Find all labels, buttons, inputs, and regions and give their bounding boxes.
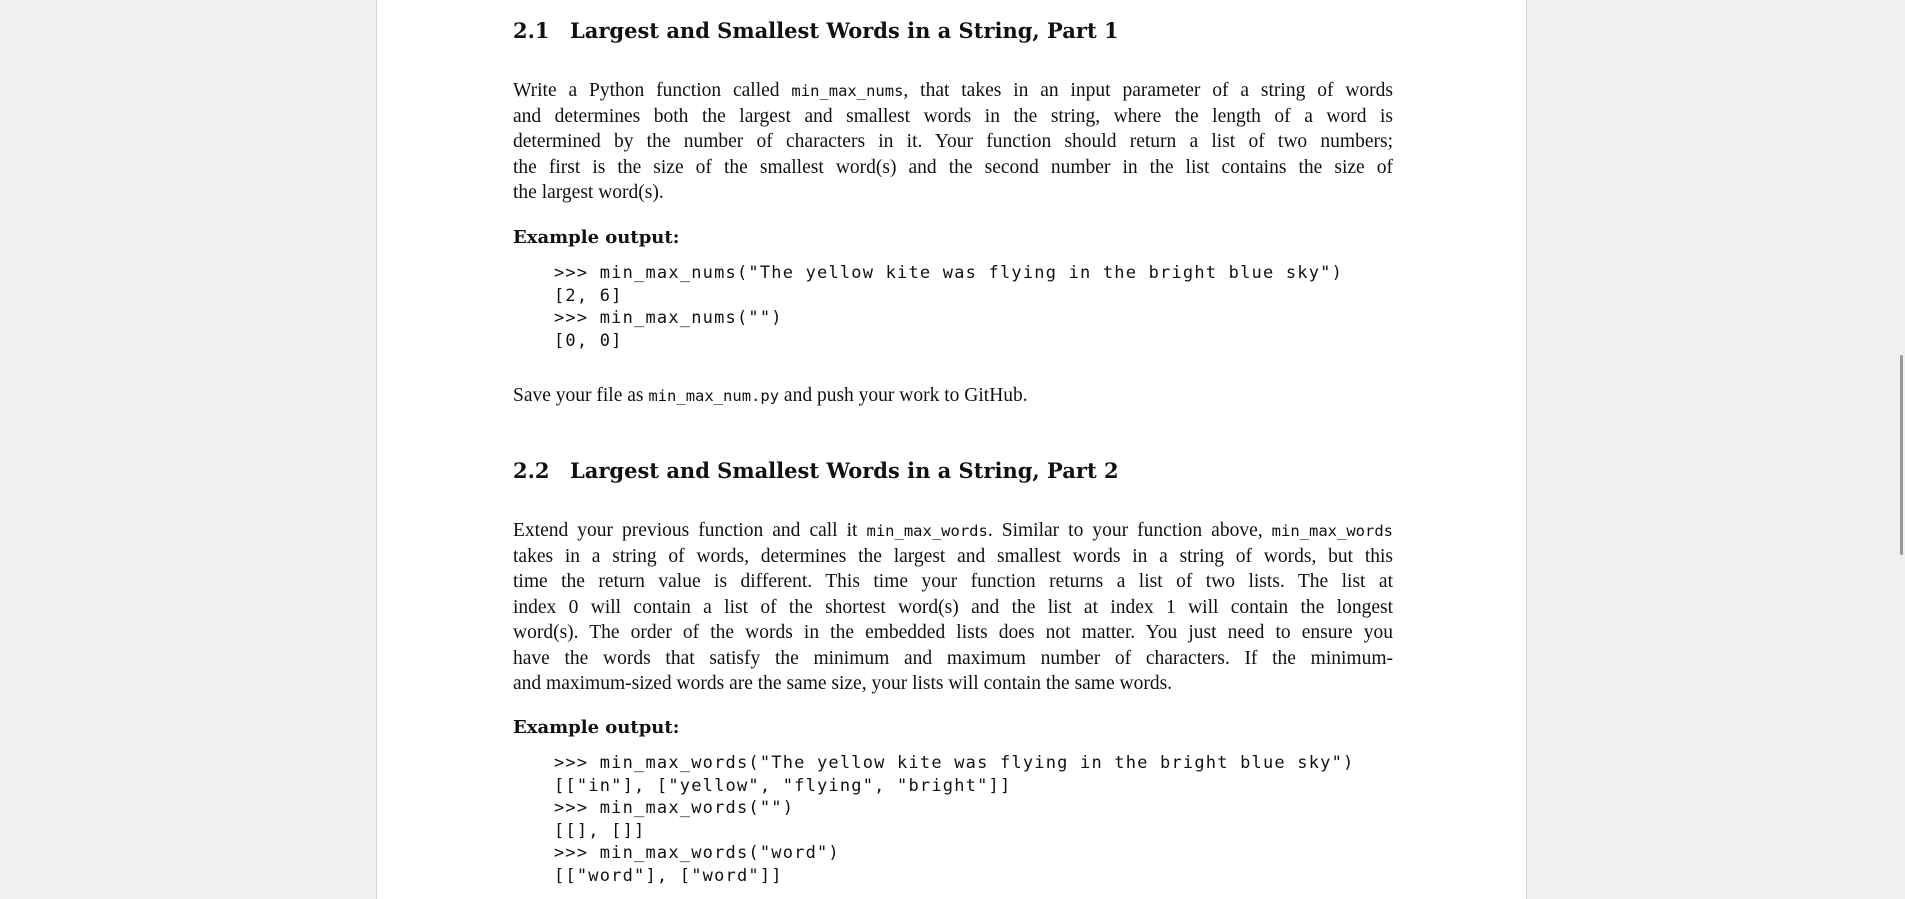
text-segment: index 0 will contain a list of the shortest word(s) and the list at index 1 will contain the longest (513, 596, 1393, 618)
paragraph-line (513, 620, 1393, 646)
text-segment: time the return value is different. This time your function returns a list of two lists. The list at (513, 571, 1393, 592)
code-line: [["in"], ["yellow", "flying", "bright"]] (554, 775, 1012, 796)
code-line: [["word"], ["word"]] (554, 865, 783, 886)
text-segment: and determines both the largest and smallest words in the string, where the length of a word is (513, 105, 1393, 127)
save-instructions (513, 383, 1028, 409)
code-line: [[], []] (554, 820, 646, 841)
code-line: >>> min_max_words("") (554, 798, 795, 818)
text-segment: have the words that satisfy the minimum and maximum number of characters. If the minimum- (513, 647, 1393, 669)
section-2-2-paragraph (513, 518, 1393, 697)
save-text-after: and push your work to GitHub. (779, 385, 1028, 406)
scrollbar-thumb[interactable] (1900, 355, 1903, 555)
paragraph-line (513, 595, 1393, 621)
section-title-text: Largest and Smallest Words in a String, Part 2 (570, 458, 1119, 483)
paragraph-line (513, 569, 1393, 595)
code-line: >>> min_max_words("word") (554, 843, 840, 863)
text-segment: , that takes in an input parameter of a string of words (903, 80, 1393, 101)
text-segment: word(s). The order of the words in the embedded lists does not matter. You just need to ensure you (513, 622, 1393, 643)
paragraph-line (513, 78, 1393, 104)
section-number: 2.2 (513, 458, 550, 483)
text-segment: determined by the number of characters in it. Your function should return a list of two numbers; (513, 131, 1393, 152)
paragraph-line (513, 104, 1393, 130)
save-text-before: Save your file as (513, 385, 649, 406)
paragraph-line (513, 180, 1393, 206)
paragraph-line (513, 671, 1393, 697)
example-output-heading: Example output: (513, 717, 680, 738)
inline-code: min_max_words (1271, 522, 1393, 540)
section-heading-2-1 (513, 17, 1119, 45)
section-heading-2-2 (513, 457, 1119, 485)
code-line: >>> min_max_nums("") (554, 308, 783, 328)
vertical-scrollbar[interactable] (1893, 0, 1905, 899)
paragraph-line (513, 129, 1393, 155)
text-segment: Write a Python function called (513, 80, 792, 101)
section-number: 2.1 (513, 18, 550, 43)
code-line: >>> min_max_words("The yellow kite was flying in the bright blue sky") (554, 753, 1355, 773)
code-example-block (554, 262, 1343, 352)
code-line: >>> min_max_nums("The yellow kite was flying in the bright blue sky") (554, 263, 1344, 283)
section-2-1-paragraph (513, 78, 1393, 206)
code-example-block (554, 752, 1354, 887)
document-page (376, 0, 1527, 899)
inline-code: min_max_nums (791, 82, 904, 100)
text-segment: the first is the size of the smallest word(s) and the second number in the list contains the size of (513, 156, 1393, 178)
inline-code: min_max_words (866, 522, 988, 540)
file-name: min_max_num.py (648, 387, 780, 405)
section-title-text: Largest and Smallest Words in a String, Part 1 (570, 18, 1119, 43)
example-output-heading: Example output: (513, 227, 680, 248)
text-segment: Extend your previous function and call it (513, 520, 867, 541)
paragraph-line (513, 155, 1393, 181)
paragraph-line (513, 646, 1393, 672)
text-segment: takes in a string of words, determines the largest and smallest words in a string of words, but this (513, 545, 1393, 567)
code-line: [0, 0] (554, 330, 623, 351)
paragraph-line (513, 544, 1393, 570)
text-segment: . Similar to your function above, (987, 520, 1272, 541)
text-segment: and maximum-sized words are the same size, your lists will contain the same words. (513, 673, 1173, 694)
code-line: [2, 6] (554, 285, 623, 306)
paragraph-line (513, 518, 1393, 544)
text-segment: the largest word(s). (513, 182, 664, 203)
